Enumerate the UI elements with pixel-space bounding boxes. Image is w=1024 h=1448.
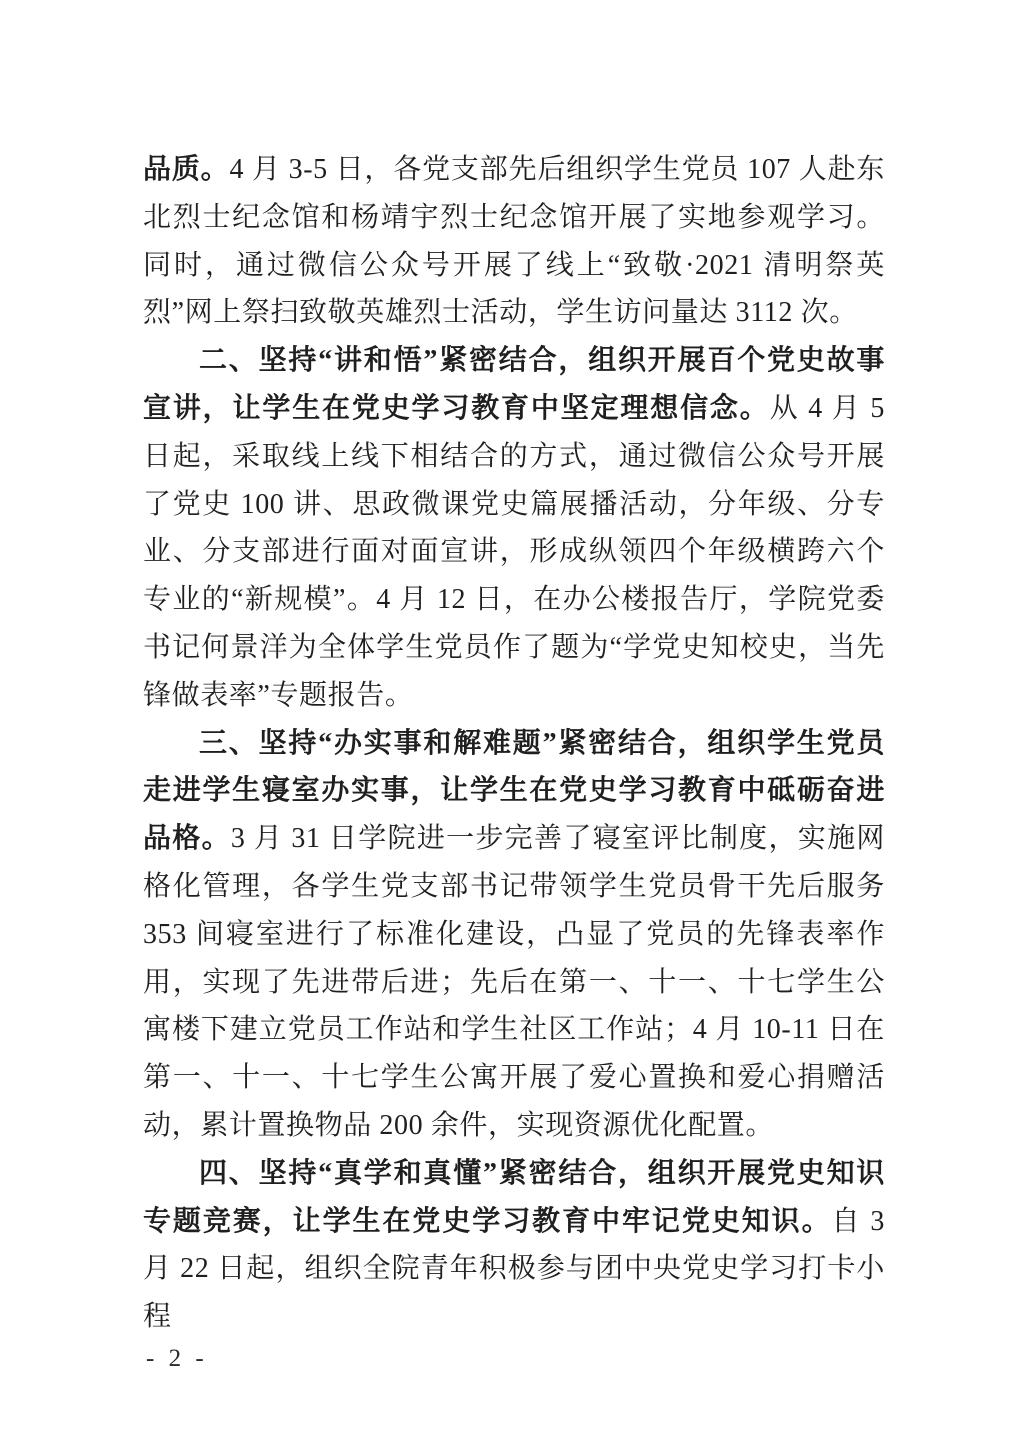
bold-text-run: 二、坚持“讲和悟”紧密结合，组织开展百个党史故事宣讲，让学生在党史学习教育中坚定理想信念。	[143, 345, 885, 424]
text-run: 3 月 31 日学院进一步完善了寝室评比制度，实施网格化管理，各学生党支部书记带领学生党员骨干先后服务 353 间寝室进行了标准化建设，凸显了党员的先锋表率作用，实现了先进带后进；先后在第一、十一、十七学生公寓楼下建立党员工作站和学生社区工作站；4 月 10-11 日在第一、十一、十七学生公寓开展了爱心置换和爱心捐赠活动，累计置换物品 200 余件，实现资源优化配置。	[143, 823, 885, 1141]
paragraph	[143, 337, 885, 719]
paragraph	[143, 1150, 885, 1341]
bold-text-run: 四、坚持“真学和真懂”紧密结合，组织开展党史知识专题竞赛，让学生在党史学习教育中牢记党史知识。	[143, 1157, 885, 1237]
text-run: 从 4 月 5 日起，采取线上线下相结合的方式，通过微信公众号开展了党史 100 讲、思政微课党史篇展播活动，分年级、分专业、分支部进行面对面宣讲，形成纵领四个年级横跨六个专业的“新规模”。4 月 12 日，在办公楼报告厅，学院党委书记何景洋为全体学生党员作了题为“学党史知校史，当先锋做表率”专题报告。	[143, 392, 885, 711]
paragraph	[143, 146, 885, 337]
bold-text-run: 品质。	[143, 154, 230, 185]
text-run: 4 月 3-5 日，各党支部先后组织学生党员 107 人赴东北烈士纪念馆和杨靖宇烈士纪念馆开展了实地参观学习。同时，通过微信公众号开展了线上“致敬·2021 清明祭英烈”网上祭扫致敬英雄烈士活动，学生访问量达 3112 次。	[143, 154, 885, 329]
paragraph	[143, 720, 885, 1150]
text-run: 自 3 月 22 日起，组织全院青年积极参与团中央党史学习打卡小程	[143, 1205, 885, 1333]
document-body	[143, 146, 885, 1341]
page-number: - 2 -	[146, 1345, 208, 1372]
bold-text-run: 三、坚持“办实事和解难题”紧密结合，组织学生党员走进学生寝室办实事，让学生在党史学习教育中砥砺奋进品格。	[143, 727, 885, 855]
